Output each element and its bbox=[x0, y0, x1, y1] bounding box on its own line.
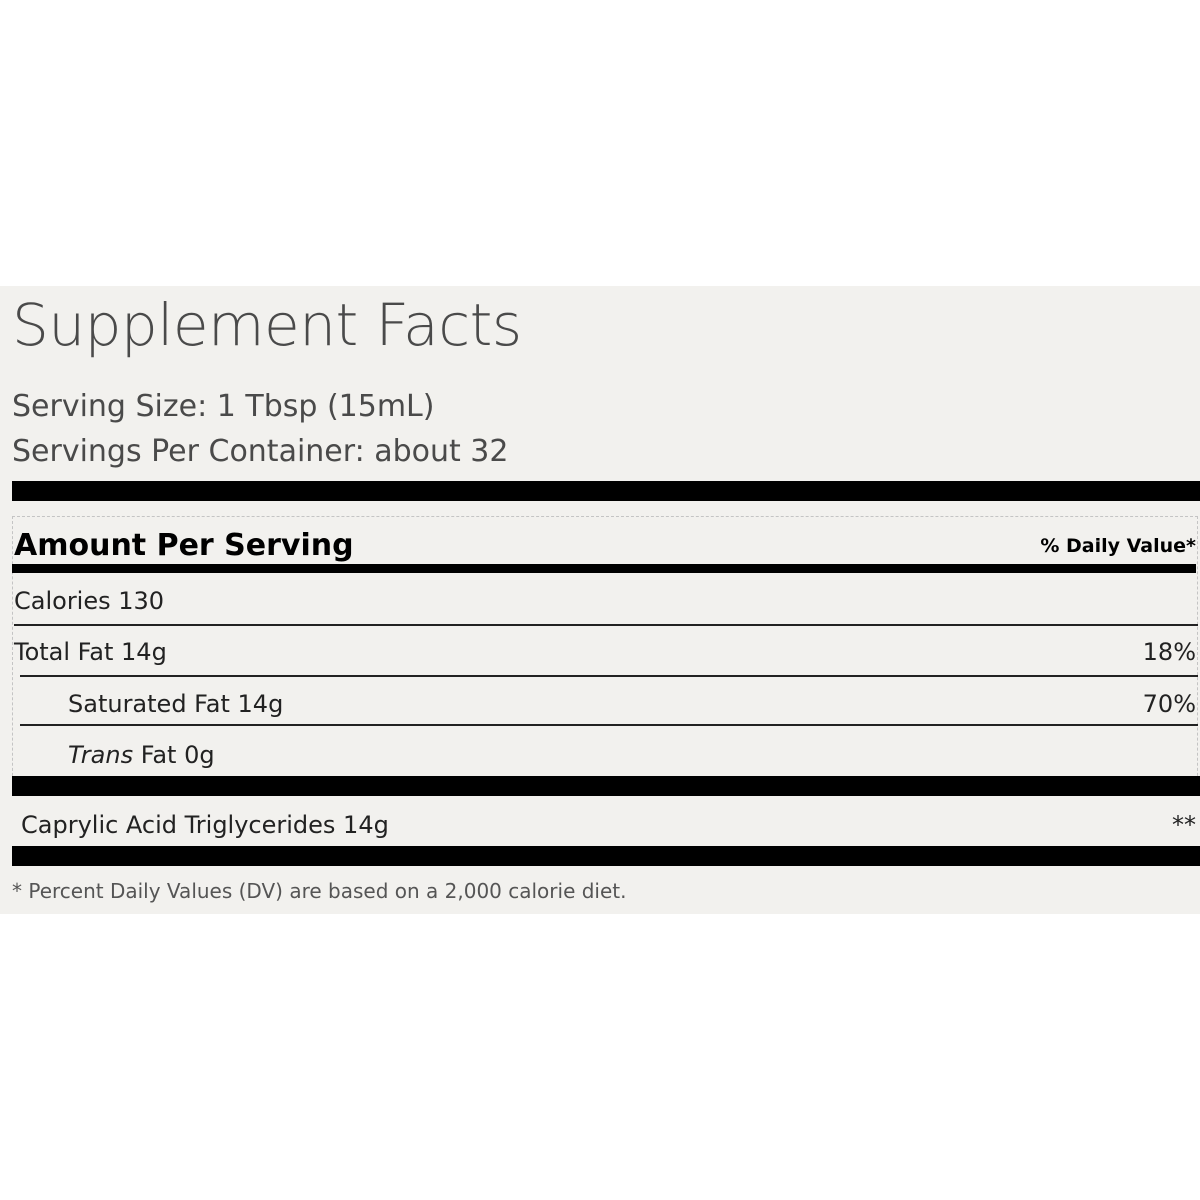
divider-after-trans-fat-thick bbox=[12, 776, 1200, 796]
trans-fat-row bbox=[68, 740, 215, 770]
trans-fat-italic-label: Trans bbox=[68, 741, 134, 769]
calories-row: Calories 130 bbox=[14, 587, 165, 615]
divider-after-total-fat bbox=[20, 675, 1198, 677]
daily-value-heading: % Daily Value* bbox=[1040, 535, 1196, 557]
caprylic-acid-dv: ** bbox=[1172, 811, 1196, 839]
saturated-fat-row: Saturated Fat 14g bbox=[68, 690, 284, 718]
divider-header-thick bbox=[12, 564, 1196, 573]
divider-top-thick bbox=[12, 481, 1200, 501]
servings-per-container: Servings Per Container: about 32 bbox=[12, 434, 509, 469]
amount-per-serving-heading: Amount Per Serving bbox=[14, 528, 354, 563]
caprylic-acid-row: Caprylic Acid Triglycerides 14g bbox=[21, 811, 389, 839]
total-fat-row: Total Fat 14g bbox=[14, 638, 167, 666]
divider-after-saturated-fat bbox=[20, 724, 1198, 726]
label-title: Supplement Facts bbox=[12, 291, 522, 359]
trans-fat-amount: Fat 0g bbox=[133, 741, 215, 769]
divider-after-calories bbox=[14, 624, 1198, 626]
total-fat-dv: 18% bbox=[1142, 638, 1196, 666]
serving-size: Serving Size: 1 Tbsp (15mL) bbox=[12, 389, 435, 424]
saturated-fat-dv: 70% bbox=[1142, 690, 1196, 718]
divider-bottom-thick bbox=[12, 846, 1200, 866]
daily-value-footnote: * Percent Daily Values (DV) are based on a 2,000 calorie diet. bbox=[12, 879, 627, 903]
